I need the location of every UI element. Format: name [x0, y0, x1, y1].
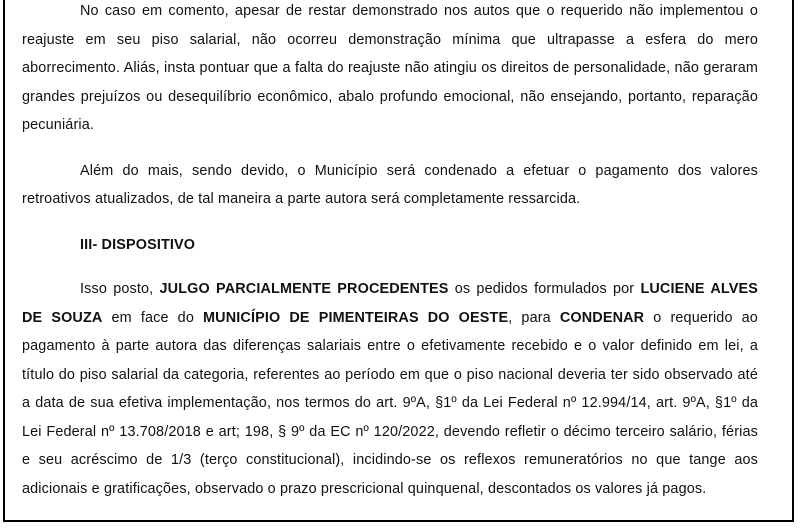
dispositivo-text-4: , para — [508, 309, 560, 326]
document-frame — [3, 0, 794, 522]
dispositivo-text-5: o requerido ao pagamento à parte autora das diferenças salariais entre o efetivamente recebido e o valor definido em lei, a título do piso salarial da categoria, referentes ao período em que o piso nacional deveria ter sido observado até a data de sua efetiva implementação, nos termos do art. 9ºA, §1º da Lei Federal nº 12.994/14, art. 9ºA, §1º da Lei Federal nº 13.708/2018 e art; 198, § 9º da EC nº 120/2022, devendo refletir o décimo terceiro salário, férias e seu acréscimo de 1/3 (terço constitucional), incidindo-se os reflexos remuneratórios no que tange aos adicionais e gratificações, observado o prazo prescricional quinquenal, descontados os valores já pagos. — [22, 309, 758, 497]
dispositivo-verdict: JULGO PARCIALMENTE PROCEDENTES — [159, 281, 449, 297]
paragraph-dano-moral: No caso em comento, apesar de restar demonstrado nos autos que o requerido não implementou o reajuste em seu piso salarial, não ocorreu demonstração mínima que ultrapasse a esfera do mero aborrecimento. Aliás, insta pontuar que a falta do reajuste não atingiu os direitos de personalidade, não geraram grandes prejuízos ou desequilíbrio econômico, abalo profundo emocional, não ensejando, portanto, reparação pecuniária. — [22, 3, 758, 133]
dispositivo-text-3: em face do — [102, 309, 204, 326]
document-body — [22, 0, 758, 503]
paragraph-dispositivo — [22, 275, 758, 503]
dispositivo-text-1: Isso posto, — [80, 281, 160, 297]
dispositivo-text-2: os pedidos formulados por — [448, 281, 641, 297]
plaintiff-name: LUCIENE ALVES DE SOUZA — [22, 281, 758, 326]
condemn-keyword: CONDENAR — [559, 309, 645, 326]
defendant-name: MUNICÍPIO DE PIMENTEIRAS DO OESTE — [203, 309, 509, 326]
paragraph-retroativos: Além do mais, sendo devido, o Município será condenado a efetuar o pagamento dos valores retroativos atualizados, de tal maneira a parte autora será completamente ressarcida. — [22, 162, 758, 207]
section-heading-dispositivo: III- DISPOSITIVO — [80, 236, 196, 253]
